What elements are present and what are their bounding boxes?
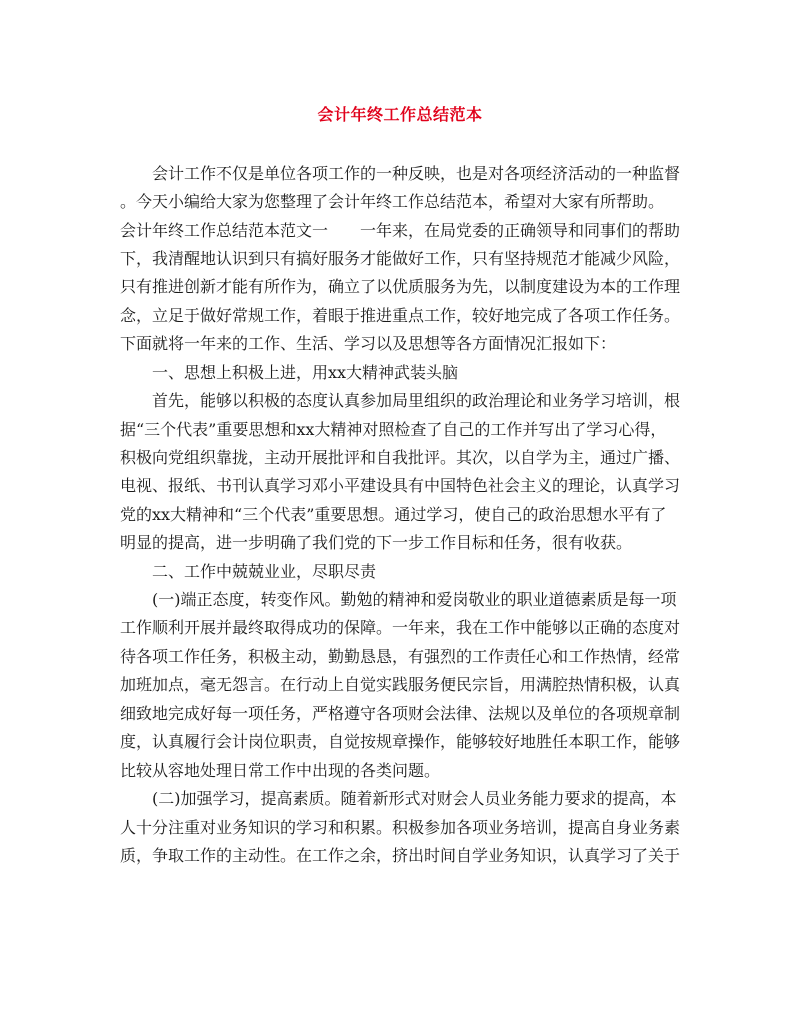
document-line: 电视、报纸、书刊认真学习邓小平建设具有中国特色社会主义的理论，认真学习 [120,476,681,495]
document-title: 会计年终工作总结范本 [317,105,483,124]
document-line: 党的xx大精神和“三个代表”重要思想。通过学习，使自己的政治思想水平有了 [120,505,667,524]
document-line: 比较从容地处理日常工作中出现的各类问题。 [120,761,441,780]
document-line: 质，争取工作的主动性。在工作之余，挤出时间自学业务知识，认真学习了关于 [120,846,681,865]
document-line: 会计年终工作总结范本范文一 一年来，在局党委的正确领导和同事们的帮助 [120,221,681,240]
document-line: 二、工作中兢兢业业，尽职尽责 [120,562,377,581]
document-line: 人十分注重对业务知识的学习和积累。积极参加各项业务培训，提高自身业务素 [120,818,681,837]
document-line: (二)加强学习，提高素质。随着新形式对财会人员业务能力要求的提高，本 [120,789,677,808]
document-line: 。今天小编给大家为您整理了会计年终工作总结范本，希望对大家有所帮助。 [120,192,665,211]
document-line: (一)端正态度，转变作风。勤勉的精神和爱岗敬业的职业道德素质是每一项 [120,590,677,609]
document-line: 加班加点，毫无怨言。在行动上自觉实践服务便民宗旨，用满腔热情积极，认真 [120,675,681,694]
document-line: 只有推进创新才能有所作为，确立了以优质服务为先，以制度建设为本的工作理 [120,277,681,296]
document-line: 明显的提高，进一步明确了我们党的下一步工作目标和任务，很有收获。 [120,533,633,552]
document-line: 积极向党组织靠拢，主动开展批评和自我批评。其次，以自学为主，通过广播、 [120,448,681,467]
document-line: 度，认真履行会计岗位职责，自觉按规章操作，能够较好地胜任本职工作，能够 [120,732,681,751]
document-line: 据“三个代表”重要思想和xx大精神对照检查了自己的工作并写出了学习心得， [120,420,667,439]
document-line: 待各项工作任务，积极主动，勤勤恳恳，有强烈的工作责任心和工作热情，经常 [120,647,681,666]
document-line: 首先，能够以积极的态度认真参加局里组织的政治理论和业务学习培训，根 [120,391,681,410]
document-line: 下面就将一年来的工作、生活、学习以及思想等各方面情况汇报如下： [120,334,617,353]
document-line: 细致地完成好每一项任务，严格遵守各项财会法律、法规以及单位的各项规章制 [120,704,681,723]
document-line: 工作顺利开展并最终取得成功的保障。一年来，我在工作中能够以正确的态度对 [120,618,681,637]
document-line: 念，立足于做好常规工作，着眼于推进重点工作，较好地完成了各项工作任务。 [120,306,681,325]
document-line: 会计工作不仅是单位各项工作的一种反映，也是对各项经济活动的一种监督 [120,164,681,183]
document-line: 一、思想上积极上进，用xx大精神武装头脑 [120,363,459,382]
document-line: 下，我清醒地认识到只有搞好服务才能做好工作，只有坚持规范才能减少风险， [120,249,681,268]
